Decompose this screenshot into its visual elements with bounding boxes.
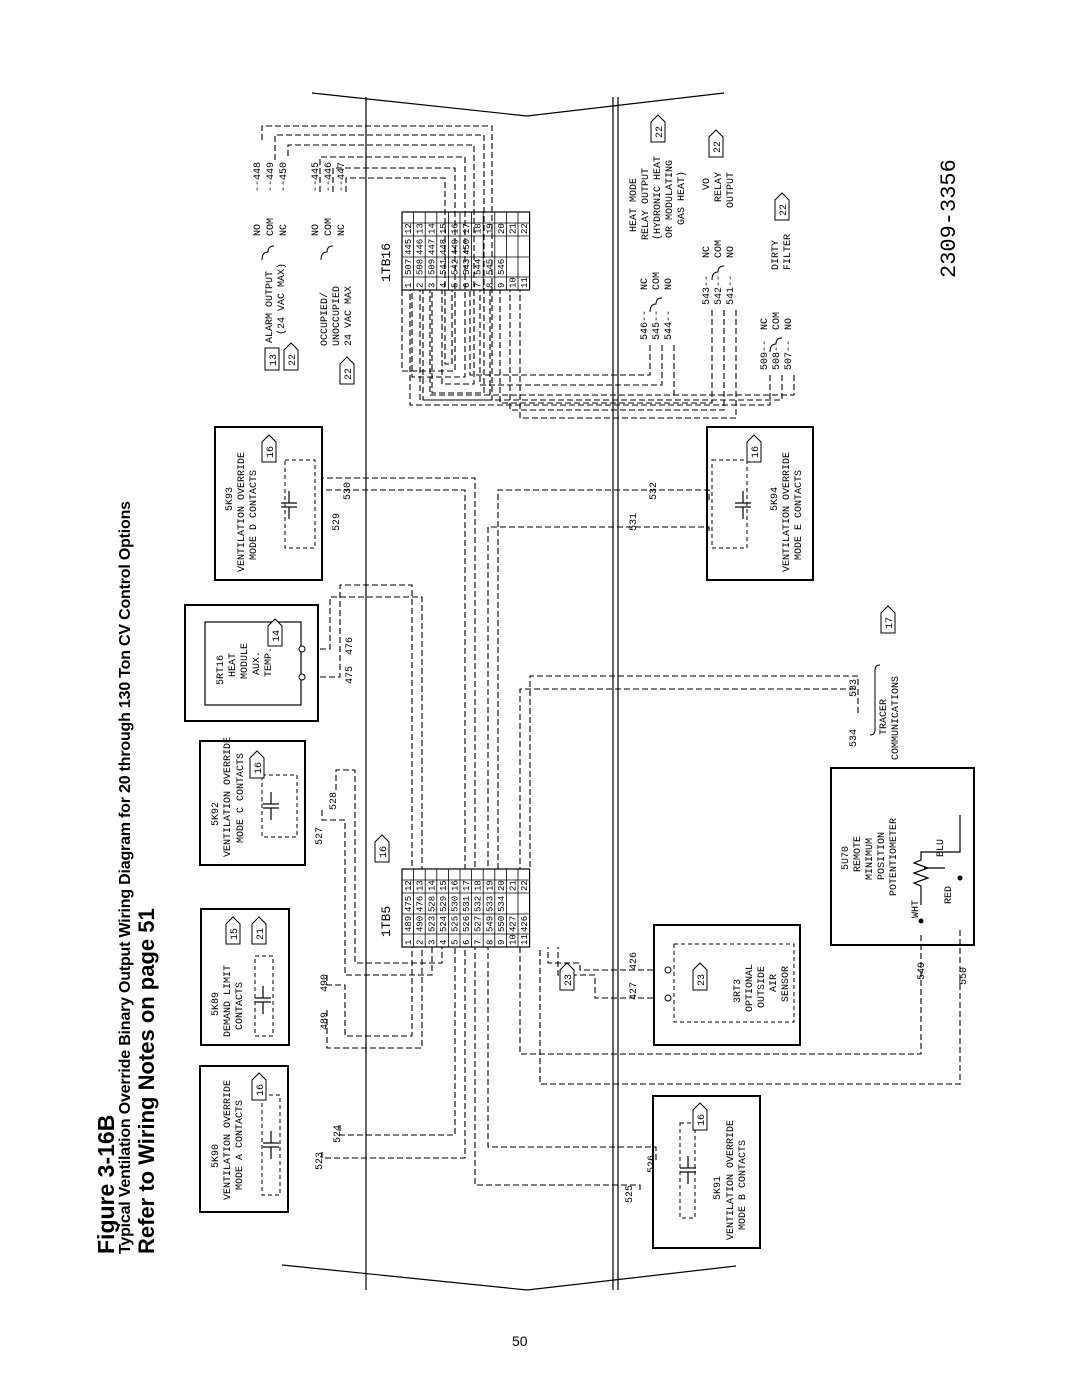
vo-note-text: 22: [713, 140, 724, 153]
5k94-contact: [735, 491, 751, 519]
5rt16-wire2: 476: [345, 636, 356, 655]
terminal-board-1tb5-cell: 16: [450, 880, 461, 891]
heat-com: COM: [652, 271, 663, 290]
terminal-board-1tb16-cell: 450: [462, 238, 473, 255]
alarm-label-2: (24 VAC MAX): [277, 262, 288, 335]
occupied-note-text: 22: [344, 367, 355, 380]
5k89-note1-text: 15: [230, 927, 241, 940]
5k91-desc2: MODE B CONTACTS: [738, 1139, 749, 1230]
wire: [520, 935, 921, 1054]
vo-wire-543: 543--: [702, 274, 713, 305]
5k89-wire1: 489: [320, 1011, 331, 1030]
5k92-wire1: 527: [315, 826, 326, 845]
5rt16-l1: HEAT: [228, 652, 239, 677]
vo-com: COM: [714, 239, 725, 258]
terminal-board-1tb16-cell: 541: [438, 258, 449, 275]
5u70-terminal-red: [958, 876, 963, 881]
5k94-wire1: 531: [629, 512, 640, 531]
dirty-label-1: DIRTY: [771, 239, 782, 270]
terminal-board-1tb5-cell: 10: [508, 934, 519, 945]
heat-note: [651, 115, 666, 142]
terminal-board-1tb5-cell: 534: [496, 895, 507, 912]
terminal-board-1tb5-cell: 12: [404, 880, 415, 891]
terminal-board-1tb16-cell: 5: [450, 282, 461, 288]
heat-wire-545: 545--: [652, 309, 663, 340]
5k91-contact: [680, 1156, 696, 1184]
terminal-board-1tb5-cell: 489: [404, 915, 415, 932]
vo-wire-541: 541--: [726, 274, 737, 305]
heat-note-text: 22: [655, 125, 666, 138]
terminal-board-1tb5-cell: 7: [473, 939, 484, 945]
terminal-board-1tb5-cell: 532: [473, 895, 484, 912]
output-brace: [650, 298, 662, 312]
5rt16-note-text: 14: [272, 629, 283, 642]
terminal-board-1tb16-cell: 15: [438, 223, 449, 234]
5k94-note-text: 16: [751, 445, 762, 458]
alarm-wire-449: --449: [266, 161, 277, 192]
3rt3-id: 3RT3: [733, 978, 744, 1003]
5u70-l3: POSITION: [877, 831, 888, 880]
tb5-note-flag-text: 16: [379, 845, 390, 858]
dirty-note: [775, 193, 790, 220]
terminal-board-1tb5-cell: 2: [415, 939, 426, 945]
5k93-wire2: 530: [343, 481, 354, 500]
3rt3-note-b: [560, 963, 575, 990]
5k89-wire2: 490: [320, 973, 331, 992]
tracer-note: [881, 606, 896, 633]
5k91-wire1: 525: [625, 1184, 636, 1203]
terminal-board-1tb16-cell: 11: [520, 277, 531, 288]
terminal-board-1tb5-cell: 523: [427, 915, 438, 932]
terminal-board-1tb16-cell: 16: [450, 223, 461, 234]
3rt3-l2: OUTSIDE: [757, 965, 768, 1008]
terminal-board-1tb5-cell: 22: [520, 880, 531, 891]
3rt3-note: [693, 963, 708, 990]
5k92-inner: [262, 775, 297, 837]
wire: [480, 290, 662, 385]
terminal-board-1tb5: [402, 869, 530, 947]
vo-note: [709, 130, 724, 157]
terminal-board-1tb16-cell: 446: [415, 238, 426, 255]
terminal-board-1tb16-cell: 507: [404, 258, 415, 275]
tb5-label: 1TB5: [379, 905, 394, 937]
5k90-desc2: MODE A CONTACTS: [235, 1099, 246, 1190]
vo-label-2: RELAY: [714, 171, 725, 202]
tb16-label: 1TB16: [379, 242, 394, 282]
labels: [211, 156, 970, 1240]
terminal-board-1tb5-cell: 18: [473, 880, 484, 891]
5k91-note: [693, 1103, 708, 1130]
wire: [430, 290, 794, 395]
5k92-note: [250, 751, 265, 778]
occupied-wire-446: --446: [324, 161, 335, 192]
heat-wire-544: 544--: [664, 309, 675, 340]
alarm-wire-450: --450: [279, 161, 290, 192]
terminal-board-1tb16-cell: 9: [496, 282, 507, 288]
vo-wire-542: 542--: [714, 274, 725, 305]
5k89-note2: [252, 917, 267, 944]
heat-label-2: RELAY OUTPUT: [641, 167, 652, 240]
5rt16-note: [268, 619, 283, 646]
terminal-board-1tb5-cell: 1: [404, 939, 415, 945]
5u70-red: RED: [944, 885, 955, 904]
3rt3-l3: AIR: [769, 973, 780, 992]
terminal-board-1tb16-cell: 546: [496, 258, 507, 275]
terminal-board-1tb16-cell: 13: [415, 223, 426, 234]
5u70-blu: BLU: [936, 838, 947, 857]
tracer-label-1: TRACER: [879, 698, 890, 735]
terminal-board-1tb5-cell: 20: [496, 880, 507, 891]
5k94-id: 5K94: [770, 486, 781, 511]
5rt16-terminal-1: [299, 674, 305, 680]
terminal-board-1tb16-cell: 545: [485, 258, 496, 275]
terminal-board-1tb16-cell: 1: [404, 282, 415, 288]
terminal-board-1tb5-cell: 17: [462, 880, 473, 891]
5k94-desc1: VENTILATION OVERRIDE: [782, 451, 793, 572]
5k90-note: [252, 1073, 267, 1100]
5k94-note: [747, 435, 762, 462]
5k94-desc2: MODE E CONTACTS: [794, 469, 805, 560]
5k92-desc2: MODE C CONTACTS: [236, 752, 247, 843]
wire: [488, 527, 709, 869]
5k90-desc1: VENTILATION OVERRIDE: [223, 1079, 234, 1200]
3rt3-l4: SENSOR: [781, 965, 792, 1002]
output-brace: [321, 246, 333, 260]
terminal-board-1tb16-cell: 449: [450, 238, 461, 255]
heat-no: NO: [664, 277, 675, 290]
terminal-board-1tb16-cell: 18: [473, 223, 484, 234]
heat-nc: NC: [640, 277, 651, 290]
dirty-no: NO: [784, 317, 795, 330]
terminal-board-1tb16-cell: 12: [404, 223, 415, 234]
3rt3-wire2: 426: [629, 951, 640, 970]
5u70-wht: WHT: [911, 899, 922, 918]
occupied-no: NO: [311, 223, 322, 236]
alarm-label-1: ALARM OUTPUT: [265, 270, 276, 343]
5u70-l2: MINIMUM: [865, 837, 876, 880]
terminal-board-1tb5-cell: 19: [485, 880, 496, 891]
terminal-board-1tb5-cell: 525: [450, 915, 461, 932]
tracer-wire1: 534: [849, 728, 860, 747]
output-brace: [262, 246, 274, 260]
terminal-board-1tb16-cell: 3: [427, 282, 438, 288]
terminal-board-1tb16-cell: 542: [450, 258, 461, 275]
terminal-board-1tb16-cell: 20: [496, 223, 507, 234]
5rt16-l3: AUX.: [252, 650, 263, 675]
terminal-board-1tb5-cell: 11: [520, 934, 531, 945]
occupied-note: [340, 357, 355, 384]
terminal-board-1tb5-cell: 529: [438, 895, 449, 912]
3rt3-l1: OPTIONAL: [745, 963, 756, 1012]
wire: [500, 290, 712, 403]
5k93-note-text: 16: [266, 445, 277, 458]
vo-no: NO: [726, 245, 737, 258]
terminal-board-1tb5-cell: 490: [415, 915, 426, 932]
3rt3-note-b-text: 23: [564, 973, 575, 986]
5k93-wire1: 529: [332, 512, 343, 531]
terminal-board-1tb5-cell: 4: [438, 939, 449, 945]
occupied-nc: NC: [337, 223, 348, 236]
terminal-board-1tb5-cell: 21: [508, 880, 519, 891]
alarm-note-2-text: 22: [288, 353, 299, 366]
5rt16-id: 5RT16: [216, 654, 227, 685]
dirty-nc: NC: [760, 317, 771, 330]
5k90-inner: [262, 1095, 280, 1195]
wire: [322, 490, 465, 869]
5k93-desc2: MODE D CONTACTS: [249, 469, 260, 560]
dirty-wire-509: 509--: [760, 339, 771, 370]
terminal-board-1tb5-cell: 13: [415, 880, 426, 891]
5u70-terminal-wht: [919, 919, 924, 924]
terminal-board-1tb5-cell: 426: [520, 915, 531, 932]
wire: [470, 290, 650, 375]
wire: [490, 290, 674, 395]
terminal-board-1tb5-cell: 9: [496, 939, 507, 945]
5k91-id: 5K91: [713, 1175, 724, 1200]
alarm-nc: NC: [279, 223, 290, 236]
terminal-board-1tb5-cell: 526: [462, 915, 473, 932]
wire: [510, 290, 724, 410]
dirty-com: COM: [772, 311, 783, 330]
5k91-inner: [680, 1123, 695, 1218]
terminal-board-1tb16-cell: 7: [473, 282, 484, 288]
vo-nc: NC: [702, 245, 713, 258]
3rt3-note-text: 23: [697, 973, 708, 986]
3rt3-terminal-1: [665, 995, 671, 1001]
5k91-wire2: 526: [647, 1154, 658, 1173]
5u70-id: 5U70: [841, 845, 852, 870]
5rt16-wire1: 475: [345, 665, 356, 684]
5k92-desc1: VENTILATION OVERRIDE: [223, 736, 234, 857]
3rt3-wire1: 427: [629, 981, 640, 1000]
wire: [410, 290, 770, 405]
5k92-wire2: 528: [329, 791, 340, 810]
terminal-board-1tb16: [402, 212, 530, 290]
5k89-note2-text: 21: [256, 927, 267, 940]
terminal-board-1tb16-cell: 445: [404, 238, 415, 255]
terminal-board-1tb5-cell: 550: [496, 915, 507, 932]
terminal-board-1tb16-cell: 508: [415, 258, 426, 275]
5k92-note-text: 16: [254, 761, 265, 774]
terminal-board-1tb5-cell: 6: [462, 939, 473, 945]
heat-label-5: GAS HEAT): [677, 170, 688, 225]
heat-wire-546: 546--: [640, 309, 651, 340]
figure-title: Figure 3-16B: [93, 1114, 119, 1254]
occupied-wire-445: --445: [311, 161, 322, 192]
field-wiring: [262, 126, 960, 1190]
page-number: 50: [512, 1333, 528, 1349]
5k93-desc1: VENTILATION OVERRIDE: [237, 451, 248, 572]
5u70-l4: POTENTIOMETER: [889, 817, 900, 896]
terminal-board-1tb16-cell: 17: [462, 223, 473, 234]
heat-label-1: HEAT MODE: [629, 177, 640, 232]
5k92-contact: [263, 792, 279, 820]
5rt16-terminal-2: [299, 646, 305, 652]
figure-subtitle: Typical Ventilation Override Binary Output Wiring Diagram for 20 through 130 Ton CV Control Options: [117, 501, 134, 1254]
wire: [520, 689, 858, 869]
terminal-boards: [402, 212, 530, 947]
terminal-board-1tb5-cell: 476: [415, 895, 426, 912]
terminal-board-1tb16-cell: 22: [520, 223, 531, 234]
wire: [320, 597, 422, 869]
terminal-board-1tb16-cell: 543: [462, 258, 473, 275]
terminal-board-1tb16-cell: 509: [427, 258, 438, 275]
5k90-id: 5K90: [211, 1143, 222, 1168]
alarm-no: NO: [253, 223, 264, 236]
dirty-note-text: 22: [779, 203, 790, 216]
terminal-board-1tb5-cell: 8: [485, 939, 496, 945]
5k94-wire2: 532: [649, 481, 660, 500]
5k92-id: 5K92: [211, 801, 222, 826]
vo-label-1: VO: [702, 177, 713, 190]
terminal-board-1tb16-cell: 447: [427, 238, 438, 255]
terminal-board-1tb16-cell: 10: [508, 277, 519, 288]
tracer-label-2: COMMUNICATIONS: [891, 675, 902, 760]
occupied-label-3: 24 VAC MAX: [344, 285, 355, 346]
terminal-board-1tb16-cell: 448: [438, 238, 449, 255]
wire: [327, 947, 422, 1048]
terminal-board-1tb5-cell: 527: [473, 915, 484, 932]
terminal-board-1tb5-cell: 14: [427, 880, 438, 891]
tracer-wire2: 533: [849, 678, 860, 697]
dirty-label-2: FILTER: [783, 233, 794, 270]
terminal-board-1tb5-cell: 530: [450, 895, 461, 912]
5k89-contact: [255, 986, 271, 1014]
5u70-wire1: 549: [917, 961, 928, 980]
alarm-note-1: [265, 348, 280, 370]
terminal-board-1tb5-cell: 524: [438, 915, 449, 932]
5k89-note1: [226, 917, 241, 944]
occupied-wire-447: --447: [337, 161, 348, 192]
alarm-note-1-text: 13: [269, 353, 280, 366]
heat-label-4: OR MODULATING: [665, 159, 676, 238]
5k90-contact: [263, 1131, 279, 1159]
5k93-id: 5K93: [225, 486, 236, 511]
terminal-board-1tb5-cell: 5: [450, 939, 461, 945]
5k89-desc2: CONTACTS: [235, 981, 246, 1030]
vo-label-3: OUTPUT: [726, 171, 737, 208]
3rt3-terminal-2: [665, 967, 671, 973]
alarm-note-2: [284, 343, 299, 370]
5k89-id: 5K89: [211, 991, 222, 1016]
5u70-wire2: 550: [959, 966, 970, 985]
dirty-wire-507: 507--: [784, 339, 795, 370]
5k89-inner: [255, 956, 273, 1036]
tb5-note-flag: [375, 835, 390, 862]
wire: [520, 290, 736, 418]
5k91-note-text: 16: [697, 1113, 708, 1126]
terminal-board-1tb5-cell: 475: [404, 895, 415, 912]
occupied-label-1: OCCUPIED/: [320, 291, 331, 346]
5k90-wire2: 524: [333, 1124, 344, 1143]
terminal-board-1tb5-cell: 3: [427, 939, 438, 945]
wire: [322, 810, 432, 975]
terminal-board-1tb5-cell: 528: [427, 895, 438, 912]
5u70-l1: REMOTE: [853, 835, 864, 872]
terminal-board-1tb16-cell: 21: [508, 223, 519, 234]
dirty-wire-508: 508--: [772, 339, 783, 370]
terminal-board-1tb16-cell: 2: [415, 282, 426, 288]
5k90-note-text: 16: [256, 1083, 267, 1096]
terminal-board-1tb5-cell: 549: [485, 915, 496, 932]
terminal-board-1tb5-cell: 427: [508, 915, 519, 932]
notes-reference: Refer to Wiring Notes on page 51: [134, 908, 159, 1254]
drawing-number: 2309-3356: [937, 159, 962, 278]
5rt16-l4: TEMP.: [264, 646, 275, 677]
terminal-board-1tb5-cell: 531: [462, 895, 473, 912]
heat-label-3: (HYDRONIC HEAT: [653, 155, 664, 240]
alarm-wire-448: --448: [253, 161, 264, 192]
5k89-desc1: DEMAND LIMIT: [223, 964, 234, 1037]
terminal-board-1tb5-cell: 15: [438, 880, 449, 891]
alarm-com: COM: [266, 217, 277, 236]
5k93-inner: [285, 460, 315, 548]
5k91-desc1: VENTILATION OVERRIDE: [726, 1119, 737, 1240]
5k93-note: [262, 435, 277, 462]
terminal-board-1tb16-cell: 14: [427, 223, 438, 234]
occupied-label-2: UNOCCUPIED: [332, 285, 343, 346]
terminal-board-1tb5-cell: 533: [485, 895, 496, 912]
terminal-board-1tb16-cell: 8: [485, 282, 496, 288]
5rt16-l2: MODULE: [240, 642, 251, 679]
wire: [475, 947, 640, 1190]
terminal-board-1tb16-cell: 6: [462, 282, 473, 288]
5k94-inner: [712, 460, 747, 548]
terminal-board-1tb16-cell: 4: [438, 282, 449, 288]
occupied-com: COM: [324, 217, 335, 236]
5k90-wire1: 523: [315, 1151, 326, 1170]
frame-lines: [282, 93, 736, 1290]
wire: [530, 676, 858, 869]
5k93-contact: [281, 491, 297, 519]
terminal-board-1tb16-cell: 544: [473, 258, 484, 275]
wire: [327, 947, 412, 1036]
tracer-note-text: 17: [885, 616, 896, 629]
terminal-board-1tb16-cell: 19: [485, 223, 496, 234]
